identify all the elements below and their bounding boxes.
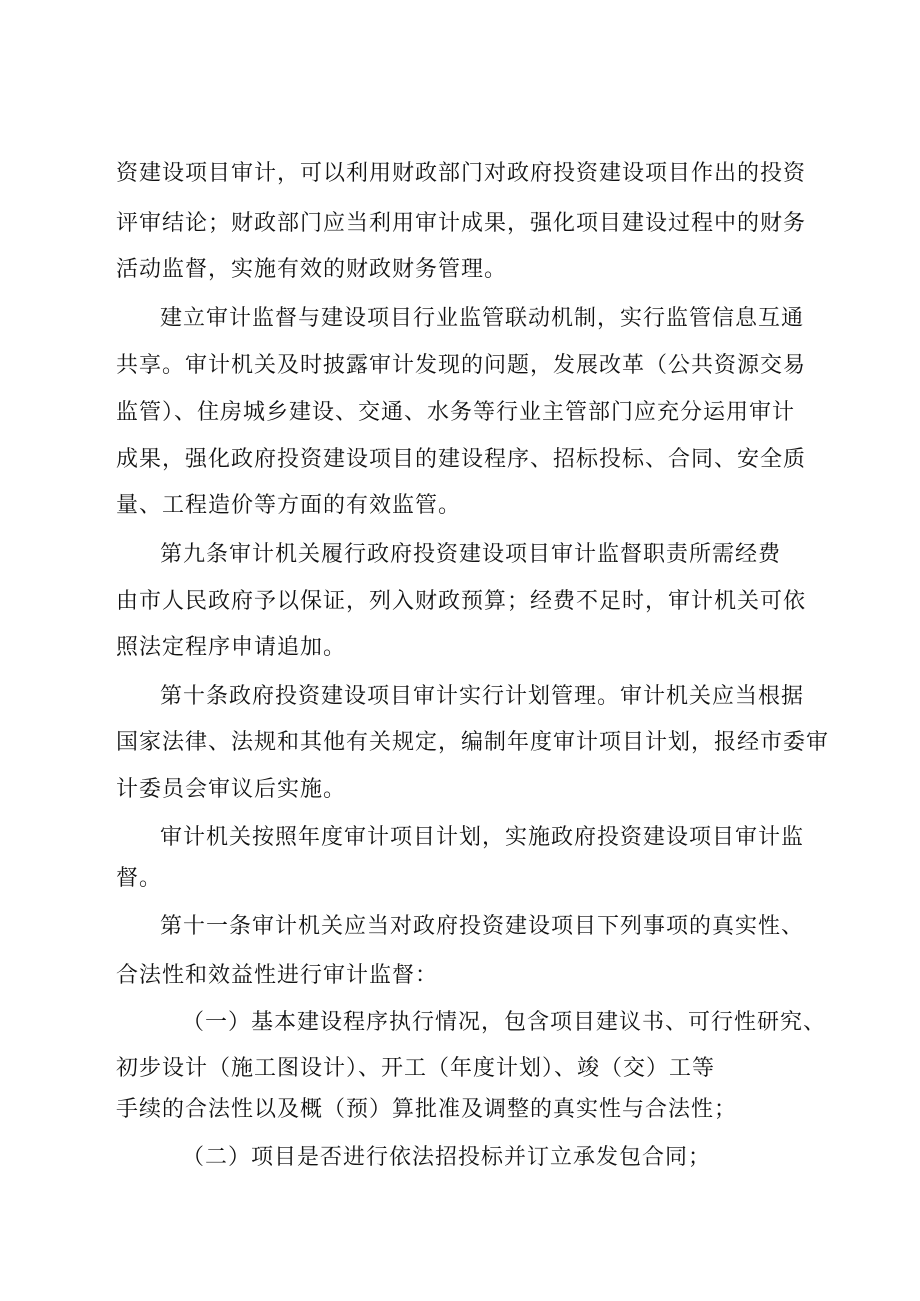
text-line: 第九条审计机关履行政府投资建设项目审计监督职责所需经费 bbox=[160, 542, 782, 567]
text-line: 督。 bbox=[116, 866, 163, 891]
text-line: 第十条政府投资建设项目审计实行计划管理。审计机关应当根据 bbox=[160, 684, 805, 709]
text-line: 量、工程造价等方面的有效监管。 bbox=[116, 493, 462, 518]
text-line: 照法定程序申请追加。 bbox=[116, 635, 347, 660]
text-line: 共享。审计机关及时披露审计发现的问题，发展改革（公共资源交易 bbox=[116, 353, 807, 378]
text-line: 建立审计监督与建设项目行业监管联动机制，实行监管信息互通 bbox=[160, 306, 805, 331]
text-line: （一）基本建设程序执行情况，包含项目建议书、可行性研究、 bbox=[182, 1010, 827, 1035]
text-line: 初步设计（施工图设计）、开工（年度计划）、竣（交）工等 bbox=[116, 1056, 716, 1081]
text-line: 手续的合法性以及概（预）算批准及调整的真实性与合法性； bbox=[116, 1097, 738, 1122]
text-line: 国家法律、法规和其他有关规定，编制年度审计项目计划，报经市委审 bbox=[116, 730, 830, 755]
text-line: 审计机关按照年度审计项目计划，实施政府投资建设项目审计监 bbox=[160, 825, 805, 850]
text-line: 合法性和效益性进行审计监督： bbox=[116, 963, 439, 988]
text-line: 评审结论；财政部门应当利用审计成果，强化项目建设过程中的财务 bbox=[116, 211, 807, 236]
text-line: （二）项目是否进行依法招投标并订立承发包合同； bbox=[182, 1145, 712, 1170]
text-line: 监管）、住房城乡建设、交通、水务等行业主管部门应充分运用审计 bbox=[116, 400, 796, 425]
text-line: 成果，强化政府投资建设项目的建设程序、招标投标、合同、安全质 bbox=[116, 447, 807, 472]
text-line: 活动监督，实施有效的财政财务管理。 bbox=[116, 257, 508, 282]
text-line: 计委员会审议后实施。 bbox=[116, 777, 347, 802]
text-line: 由市人民政府予以保证，列入财政预算；经费不足时，审计机关可依 bbox=[116, 589, 807, 614]
text-line: 资建设项目审计，可以利用财政部门对政府投资建设项目作出的投资 bbox=[116, 161, 807, 186]
text-line: 第十一条审计机关应当对政府投资建设项目下列事项的真实性、 bbox=[160, 914, 805, 939]
